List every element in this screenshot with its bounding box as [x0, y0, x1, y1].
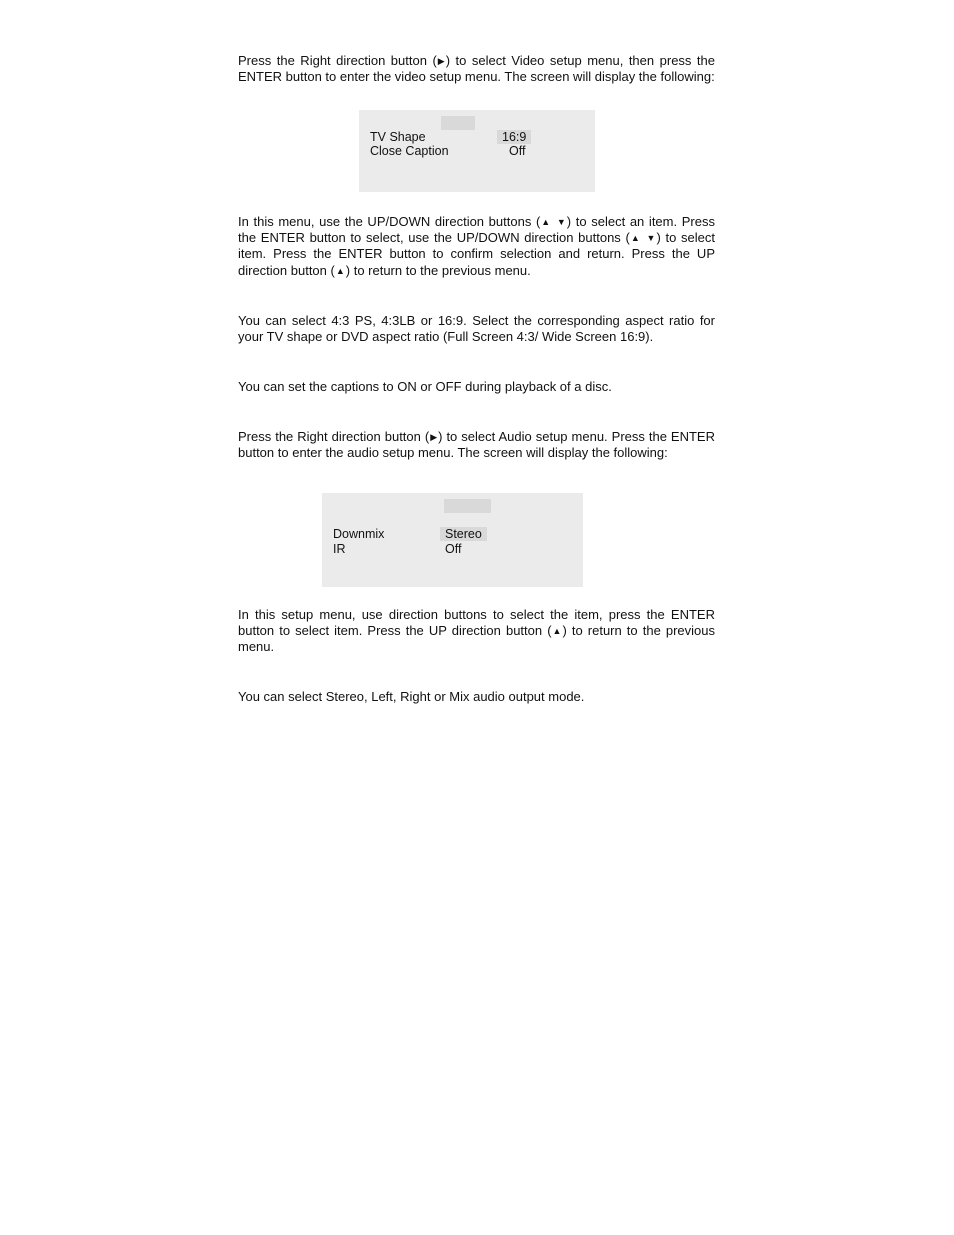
menu-tab-indicator: [441, 116, 475, 130]
audio-setup-intro: Press the Right direction button (▶) to select Audio setup menu. Press the ENTER button to enter the audio setup menu. The screen will display the following:: [238, 429, 715, 461]
menu-label-ir: IR: [333, 542, 346, 556]
menu-label-close-caption: Close Caption: [370, 144, 449, 158]
video-setup-menu-screen: [359, 110, 595, 192]
video-menu-navigation: In this menu, use the UP/DOWN direction buttons (▲ ▼) to select an item. Press the ENTER button to select, use the UP/DOWN direction buttons (▲ ▼) to select item. Press the ENTER button to confirm selection and return. Press the UP direction button (▲) to return to the previous menu.: [238, 214, 716, 278]
close-caption-description: You can set the captions to ON or OFF during playback of a disc.: [238, 379, 612, 394]
menu-value-tv-shape: 16:9: [497, 130, 531, 144]
menu-tab-indicator: [444, 499, 491, 513]
video-setup-intro: Press the Right direction button (▶) to select Video setup menu, then press the ENTER button to enter the video setup menu. The screen will display the following:: [238, 53, 715, 85]
downmix-description: You can select Stereo, Left, Right or Mix audio output mode.: [238, 689, 585, 704]
menu-label-tv-shape: TV Shape: [370, 130, 426, 144]
menu-value-downmix: Stereo: [440, 527, 487, 541]
up-arrow-icon: ▲: [541, 217, 551, 227]
up-arrow-icon: ▲: [335, 265, 345, 276]
up-arrow-icon: ▲: [630, 233, 640, 244]
audio-setup-menu-screen: [322, 493, 583, 587]
up-arrow-icon: ▲: [552, 626, 562, 637]
right-arrow-icon: ▶: [430, 432, 438, 442]
tv-shape-description: You can select 4:3 PS, 4:3LB or 16:9. Select the corresponding aspect ratio for your TV shape or DVD aspect ratio (Full Screen 4:3/ Wide Screen 16:9).: [238, 313, 715, 345]
down-arrow-icon: ▼: [556, 217, 566, 227]
menu-value-close-caption: Off: [509, 144, 526, 158]
menu-label-downmix: Downmix: [333, 527, 385, 541]
down-arrow-icon: ▼: [646, 233, 656, 244]
menu-value-ir: Off: [445, 542, 462, 556]
audio-menu-navigation: In this setup menu, use direction buttons to select the item, press the ENTER button to select item. Press the UP direction button (▲) to return to the previous menu.: [238, 607, 716, 655]
right-arrow-icon: ▶: [437, 56, 445, 66]
